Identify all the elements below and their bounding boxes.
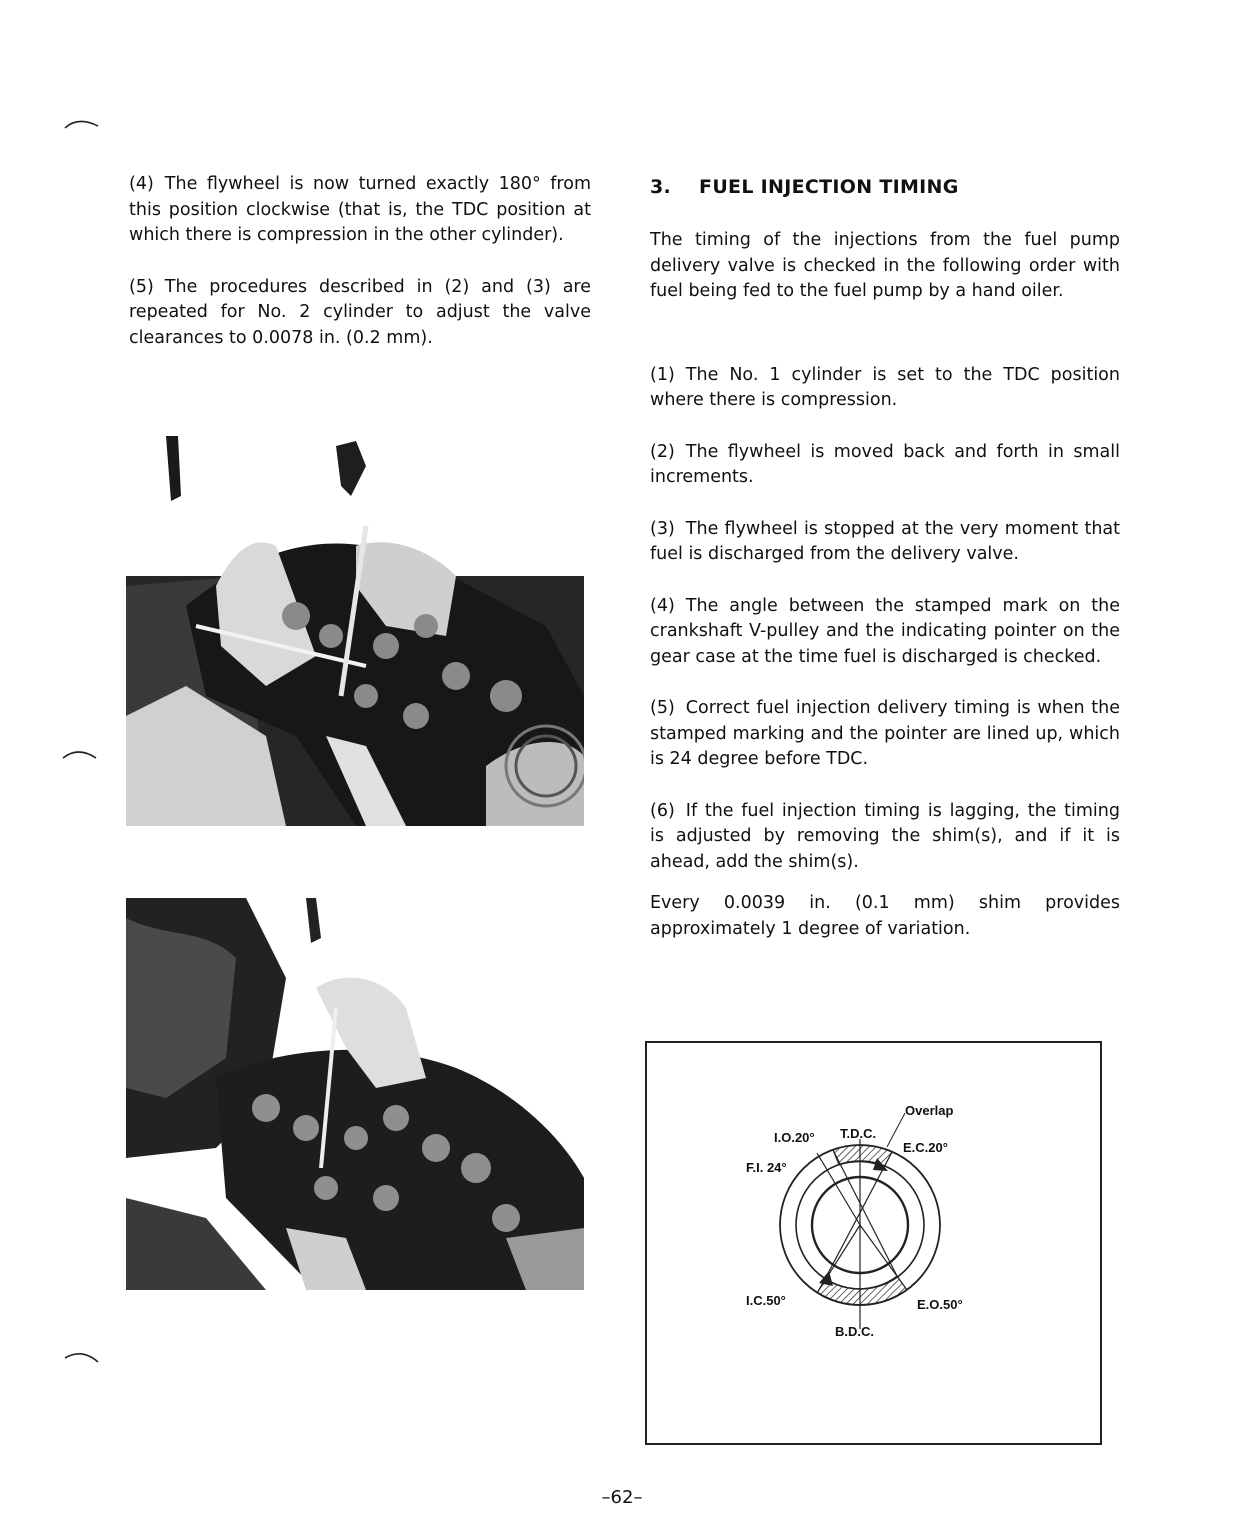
- overlap-label: Overlap: [905, 1103, 954, 1118]
- binder-hole-mark-bottom: [64, 1348, 100, 1364]
- io-label: I.O.20°: [774, 1130, 815, 1145]
- step-text: Correct fuel injection delivery timing is when the stamped marking and the pointer are lined up, which is 24 degree before TDC.: [650, 698, 1120, 769]
- step-text: The flywheel is moved back and forth in small increments.: [650, 441, 1120, 487]
- overlap-hatch-band: [833, 1145, 892, 1167]
- step-number: (3): [650, 518, 675, 539]
- page-number: –62–: [601, 1487, 643, 1508]
- binder-hole-mark-middle: [62, 746, 98, 762]
- step-6-paragraph: [650, 799, 1120, 876]
- ec-line: [825, 1152, 892, 1279]
- io-line: [833, 1150, 897, 1276]
- eo-line: [860, 1225, 907, 1290]
- eo-label: E.O.50°: [917, 1297, 963, 1312]
- step-text: The procedures described in (2) and (3) are repeated for No. 2 cylinder to adjust the valve clearances to 0.0078 in. (0.2 mm).: [129, 276, 591, 348]
- step-text: The flywheel is stopped at the very moment that fuel is discharged from the delivery valve.: [650, 518, 1120, 564]
- section-number: 3.: [650, 176, 672, 198]
- step-text: The No. 1 cylinder is set to the TDC position where there is compression.: [650, 364, 1120, 410]
- binder-hole-mark-top: [64, 114, 100, 130]
- step-number: (1): [650, 364, 675, 385]
- step-1-paragraph: [650, 363, 1120, 414]
- right-column: [650, 176, 1120, 942]
- step-number: (6): [650, 800, 675, 821]
- step-text: If the fuel injection timing is lagging, the timing is adjusted by removing the shim(s), and if it is ahead, add the shim(s).: [650, 800, 1120, 872]
- ec-label: E.C.20°: [903, 1140, 948, 1155]
- step-4-paragraph: [650, 594, 1120, 671]
- step-5-paragraph: [129, 275, 591, 352]
- fi-label: F.I. 24°: [746, 1160, 787, 1175]
- left-column: [129, 172, 591, 351]
- valve-adjustment-photo-top: [126, 436, 584, 826]
- step-4-paragraph: [129, 172, 591, 249]
- step-number: (4): [650, 595, 675, 616]
- step-number: (5): [650, 698, 675, 718]
- valve-adjustment-photo-bottom: [126, 898, 584, 1290]
- section-title: FUEL INJECTION TIMING: [699, 176, 959, 198]
- step-number: (2): [650, 441, 675, 462]
- bdc-label: B.D.C.: [835, 1324, 874, 1339]
- rotation-arrow-bottom: [819, 1271, 833, 1286]
- step-number: (5): [129, 276, 154, 297]
- timing-diagram: [647, 1043, 1100, 1443]
- intro-paragraph: The timing of the injections from the fuel pump delivery valve is checked in the following order with fuel being fed to the fuel pump by a hand oiler.: [650, 230, 1120, 301]
- step-3-paragraph: [650, 517, 1120, 568]
- step-2-paragraph: [650, 440, 1120, 491]
- tdc-label: T.D.C.: [840, 1126, 877, 1141]
- timing-diagram-box: [645, 1041, 1102, 1445]
- step-text: The angle between the stamped mark on the crankshaft V-pulley and the indicating pointer on the gear case at the time fuel is discharged is checked.: [650, 595, 1120, 667]
- shim-note-paragraph: Every 0.0039 in. (0.1 mm) shim provides approximately 1 degree of variation.: [650, 893, 1120, 939]
- step-number: (4): [129, 174, 154, 194]
- step-text: The flywheel is now turned exactly 180° from this position clockwise (that is, the TDC position at which there is compression in the other cylinder).: [129, 174, 591, 245]
- step-5-paragraph: [650, 696, 1120, 773]
- section-heading: [650, 176, 1120, 198]
- ic-label: I.C.50°: [746, 1293, 786, 1308]
